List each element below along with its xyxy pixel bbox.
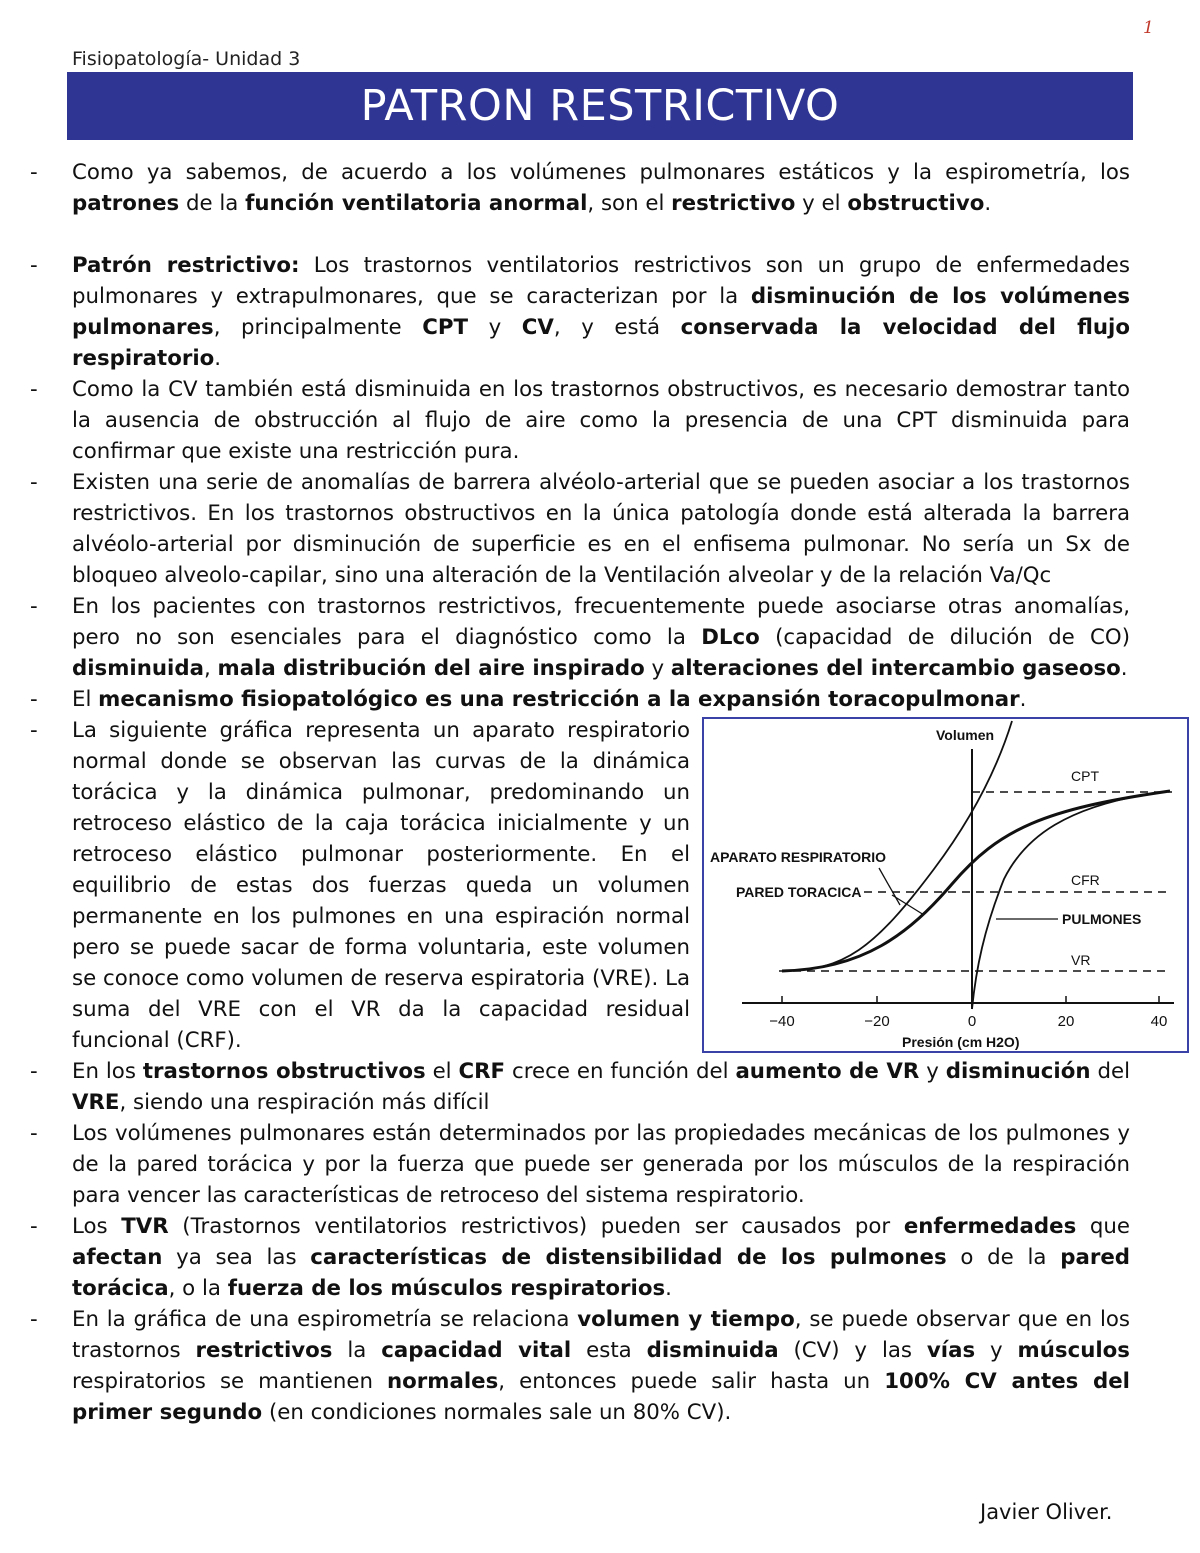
list-item: - Patrón restrictivo: Los trastornos ventilatorios restrictivos son un grupo de enfermedades pulmonares y extrapulmonares, que se caracterizan por la disminución de los volúmenes pulmonares, principalmente CPT y CV, y está conservada la velocidad del flujo respiratorio. <box>30 250 1130 374</box>
aparato-respiratorio-label: APARATO RESPIRATORIO <box>710 849 887 865</box>
list-item: - En los pacientes con trastornos restrictivos, frecuentemente puede asociarse otras anomalías, pero no son esenciales para el diagnóstico como la DLco (capacidad de dilución de CO) disminuida, mala distribución del aire inspirado y alteraciones del intercambio gaseoso. <box>30 591 1130 684</box>
x-tick-label: 40 <box>1150 1013 1168 1030</box>
pressure-volume-figure <box>702 717 1189 1053</box>
list-item: - Existen una serie de anomalías de barrera alvéolo-arterial que se pueden asociar a los trastornos restrictivos. En los trastornos obstructivos en la única patología donde está alterada la barrera alvéolo-arterial por disminución de superficie es en el enfisema pulmonar. No sería un Sx de bloqueo alveolo-capilar, sino una alteración de la Ventilación alveolar y de la relación Va/Qc <box>30 467 1130 591</box>
list-item: - En los trastornos obstructivos el CRF crece en función del aumento de VR y disminución del VRE, siendo una respiración más difícil <box>30 1056 1130 1118</box>
list-item: - En la gráfica de una espirometría se relaciona volumen y tiempo, se puede observar que en los trastornos restrictivos la capacidad vital esta disminuida (CV) y las vías y músculos respiratorios se mantienen normales, entonces puede salir hasta un 100% CV antes del primer segundo (en condiciones normales sale un 80% CV). <box>30 1304 1130 1428</box>
x-tick-label: −20 <box>864 1013 890 1030</box>
pulmones-curve <box>972 791 1170 1009</box>
list-item: - El mecanismo fisiopatológico es una restricción a la expansión toracopulmonar. <box>30 684 1130 715</box>
author-signature: Javier Oliver. <box>980 1500 1113 1524</box>
list-item: - Los TVR (Trastornos ventilatorios restrictivos) pueden ser causados por enfermedades que afectan ya sea las características de distensibilidad de los pulmones o de la pared torácica, o la fuerza de los músculos respiratorios. <box>30 1211 1130 1304</box>
document-header: Fisiopatología- Unidad 3 <box>72 48 301 70</box>
cpt-label: CPT <box>1071 768 1099 784</box>
list-item: - Como ya sabemos, de acuerdo a los volúmenes pulmonares estáticos y la espirometría, los patrones de la función ventilatoria anormal, son el restrictivo y el obstructivo. <box>30 157 1130 219</box>
aparato-respiratorio-curve <box>782 791 1170 971</box>
aparato-pointer <box>879 868 900 905</box>
title-bar <box>67 72 1133 140</box>
pulmones-label: PULMONES <box>1062 911 1142 927</box>
list-item: - Como la CV también está disminuida en los trastornos obstructivos, es necesario demostrar tanto la ausencia de obstrucción al flujo de aire como la presencia de una CPT disminuida para confirmar que existe una restricción pura. <box>30 374 1130 467</box>
pared-toracica-curve <box>782 721 1012 971</box>
x-tick-label: −40 <box>769 1013 795 1030</box>
page-number: 1 <box>1143 18 1154 38</box>
x-tick-label: 20 <box>1057 1013 1075 1030</box>
vr-label: VR <box>1071 952 1091 968</box>
cfr-label: CFR <box>1071 872 1100 888</box>
list-item: - Los volúmenes pulmonares están determinados por las propiedades mecánicas de los pulmones y de la pared torácica y por la fuerza que puede ser generada por los músculos de la respiración para vencer las características de retroceso del sistema respiratorio. <box>30 1118 1130 1211</box>
pared-toracica-label: PARED TORACICA <box>736 884 862 900</box>
page-title: PATRON RESTRICTIVO <box>360 81 840 131</box>
list-item: - La siguiente gráfica representa un aparato respiratorio normal donde se observan las curvas de la dinámica torácica y la dinámica pulmonar, predominando un retroceso elástico de la caja torácica inicialmente y un retroceso elástico pulmonar posteriormente. En el equilibrio de estas dos fuerzas queda un volumen permanente en los pulmones en una espiración normal pero se puede sacar de forma voluntaria, este volumen se conoce como volumen de reserva espiratoria (VRE). La suma del VRE con el VR da la capacidad residual funcional (CRF). <box>30 715 690 1056</box>
volume-axis-label: Volumen <box>936 727 995 743</box>
pressure-axis-label: Presión (cm H2O) <box>902 1034 1020 1050</box>
pared-pointer <box>892 895 924 915</box>
x-tick-label: 0 <box>967 1013 977 1030</box>
